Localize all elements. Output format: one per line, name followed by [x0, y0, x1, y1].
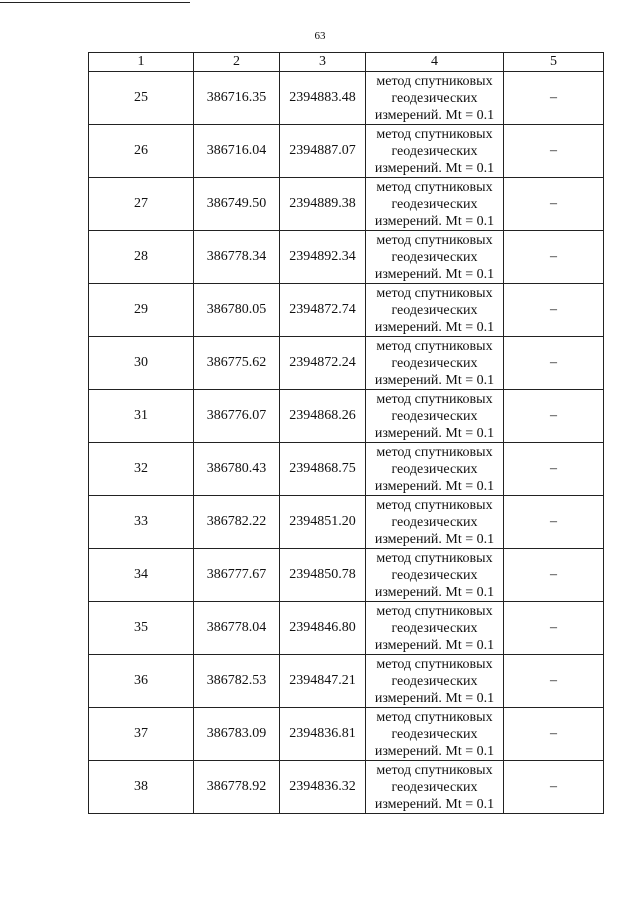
- method-cell: [366, 443, 504, 496]
- table-row: [89, 496, 604, 549]
- method-line: метод спутниковых: [376, 338, 493, 354]
- method-line: метод спутниковых: [376, 179, 493, 195]
- point-number-cell: 33: [89, 496, 194, 549]
- method-line: метод спутниковых: [376, 762, 493, 778]
- column-header-3: 3: [280, 53, 366, 72]
- method-line: метод спутниковых: [376, 709, 493, 725]
- method-cell: [366, 549, 504, 602]
- table-row: [89, 125, 604, 178]
- method-cell: [366, 125, 504, 178]
- table-row: [89, 72, 604, 125]
- method-line: метод спутниковых: [376, 126, 493, 142]
- method-line: метод спутниковых: [376, 550, 493, 566]
- column-header-2: 2: [194, 53, 280, 72]
- point-number-cell: 31: [89, 390, 194, 443]
- table-row: [89, 655, 604, 708]
- y-coordinate-cell: 2394883.48: [280, 72, 366, 125]
- x-coordinate-cell: 386783.09: [194, 708, 280, 761]
- note-cell: –: [504, 72, 604, 125]
- method-line: измерений. Mt = 0.1: [374, 796, 495, 812]
- note-cell: –: [504, 337, 604, 390]
- x-coordinate-cell: 386782.22: [194, 496, 280, 549]
- method-line: геодезических: [391, 143, 478, 159]
- note-cell: –: [504, 549, 604, 602]
- note-cell: –: [504, 178, 604, 231]
- method-line: измерений. Mt = 0.1: [374, 690, 495, 706]
- table-row: [89, 337, 604, 390]
- method-line: измерений. Mt = 0.1: [374, 584, 495, 600]
- table-row: [89, 178, 604, 231]
- method-line: метод спутниковых: [376, 285, 493, 301]
- note-cell: –: [504, 708, 604, 761]
- method-cell: [366, 178, 504, 231]
- method-line: метод спутниковых: [376, 444, 493, 460]
- y-coordinate-cell: 2394889.38: [280, 178, 366, 231]
- point-number-cell: 38: [89, 761, 194, 814]
- y-coordinate-cell: 2394892.34: [280, 231, 366, 284]
- method-line: измерений. Mt = 0.1: [374, 266, 495, 282]
- method-line: измерений. Mt = 0.1: [374, 743, 495, 759]
- x-coordinate-cell: 386780.43: [194, 443, 280, 496]
- y-coordinate-cell: 2394851.20: [280, 496, 366, 549]
- column-header-4: 4: [366, 53, 504, 72]
- point-number-cell: 27: [89, 178, 194, 231]
- method-line: измерений. Mt = 0.1: [374, 372, 495, 388]
- note-cell: –: [504, 125, 604, 178]
- method-line: геодезических: [391, 514, 478, 530]
- method-line: метод спутниковых: [376, 232, 493, 248]
- table-row: [89, 761, 604, 814]
- x-coordinate-cell: 386777.67: [194, 549, 280, 602]
- note-cell: –: [504, 602, 604, 655]
- method-line: геодезических: [391, 567, 478, 583]
- y-coordinate-cell: 2394868.26: [280, 390, 366, 443]
- table-body: [89, 72, 604, 814]
- y-coordinate-cell: 2394846.80: [280, 602, 366, 655]
- y-coordinate-cell: 2394850.78: [280, 549, 366, 602]
- note-cell: –: [504, 496, 604, 549]
- method-line: измерений. Mt = 0.1: [374, 478, 495, 494]
- x-coordinate-cell: 386775.62: [194, 337, 280, 390]
- method-line: метод спутниковых: [376, 656, 493, 672]
- method-line: измерений. Mt = 0.1: [374, 160, 495, 176]
- method-line: метод спутниковых: [376, 497, 493, 513]
- point-number-cell: 25: [89, 72, 194, 125]
- method-line: метод спутниковых: [376, 391, 493, 407]
- x-coordinate-cell: 386782.53: [194, 655, 280, 708]
- point-number-cell: 28: [89, 231, 194, 284]
- note-cell: –: [504, 231, 604, 284]
- x-coordinate-cell: 386716.04: [194, 125, 280, 178]
- point-number-cell: 32: [89, 443, 194, 496]
- method-cell: [366, 708, 504, 761]
- top-rule: [0, 2, 190, 3]
- table-row: [89, 284, 604, 337]
- method-line: измерений. Mt = 0.1: [374, 319, 495, 335]
- method-line: измерений. Mt = 0.1: [374, 637, 495, 653]
- method-line: геодезических: [391, 302, 478, 318]
- table-row: [89, 708, 604, 761]
- table-row: [89, 602, 604, 655]
- method-cell: [366, 496, 504, 549]
- note-cell: –: [504, 443, 604, 496]
- point-number-cell: 29: [89, 284, 194, 337]
- note-cell: –: [504, 655, 604, 708]
- point-number-cell: 35: [89, 602, 194, 655]
- column-header-1: 1: [89, 53, 194, 72]
- method-line: измерений. Mt = 0.1: [374, 425, 495, 441]
- method-line: геодезических: [391, 673, 478, 689]
- point-number-cell: 36: [89, 655, 194, 708]
- method-line: метод спутниковых: [376, 73, 493, 89]
- point-number-cell: 37: [89, 708, 194, 761]
- coordinates-table: [88, 52, 604, 814]
- method-cell: [366, 72, 504, 125]
- table-row: [89, 390, 604, 443]
- method-cell: [366, 284, 504, 337]
- x-coordinate-cell: 386749.50: [194, 178, 280, 231]
- method-line: геодезических: [391, 355, 478, 371]
- column-header-5: 5: [504, 53, 604, 72]
- x-coordinate-cell: 386716.35: [194, 72, 280, 125]
- method-line: геодезических: [391, 249, 478, 265]
- method-line: геодезических: [391, 779, 478, 795]
- method-line: геодезических: [391, 90, 478, 106]
- table-row: [89, 443, 604, 496]
- method-line: геодезических: [391, 408, 478, 424]
- x-coordinate-cell: 386778.34: [194, 231, 280, 284]
- point-number-cell: 26: [89, 125, 194, 178]
- note-cell: –: [504, 390, 604, 443]
- y-coordinate-cell: 2394847.21: [280, 655, 366, 708]
- point-number-cell: 30: [89, 337, 194, 390]
- point-number-cell: 34: [89, 549, 194, 602]
- x-coordinate-cell: 386778.04: [194, 602, 280, 655]
- method-line: измерений. Mt = 0.1: [374, 107, 495, 123]
- y-coordinate-cell: 2394868.75: [280, 443, 366, 496]
- method-cell: [366, 602, 504, 655]
- note-cell: –: [504, 761, 604, 814]
- y-coordinate-cell: 2394872.74: [280, 284, 366, 337]
- y-coordinate-cell: 2394836.81: [280, 708, 366, 761]
- method-line: геодезических: [391, 726, 478, 742]
- header-row: [89, 53, 604, 72]
- page-number: 63: [314, 30, 326, 42]
- method-line: геодезических: [391, 196, 478, 212]
- method-line: геодезических: [391, 461, 478, 477]
- x-coordinate-cell: 386776.07: [194, 390, 280, 443]
- method-cell: [366, 761, 504, 814]
- method-cell: [366, 655, 504, 708]
- note-cell: –: [504, 284, 604, 337]
- y-coordinate-cell: 2394872.24: [280, 337, 366, 390]
- table-row: [89, 231, 604, 284]
- method-cell: [366, 337, 504, 390]
- x-coordinate-cell: 386780.05: [194, 284, 280, 337]
- table-row: [89, 549, 604, 602]
- method-cell: [366, 231, 504, 284]
- method-line: измерений. Mt = 0.1: [374, 213, 495, 229]
- y-coordinate-cell: 2394836.32: [280, 761, 366, 814]
- method-line: измерений. Mt = 0.1: [374, 531, 495, 547]
- method-line: геодезических: [391, 620, 478, 636]
- y-coordinate-cell: 2394887.07: [280, 125, 366, 178]
- method-cell: [366, 390, 504, 443]
- x-coordinate-cell: 386778.92: [194, 761, 280, 814]
- method-line: метод спутниковых: [376, 603, 493, 619]
